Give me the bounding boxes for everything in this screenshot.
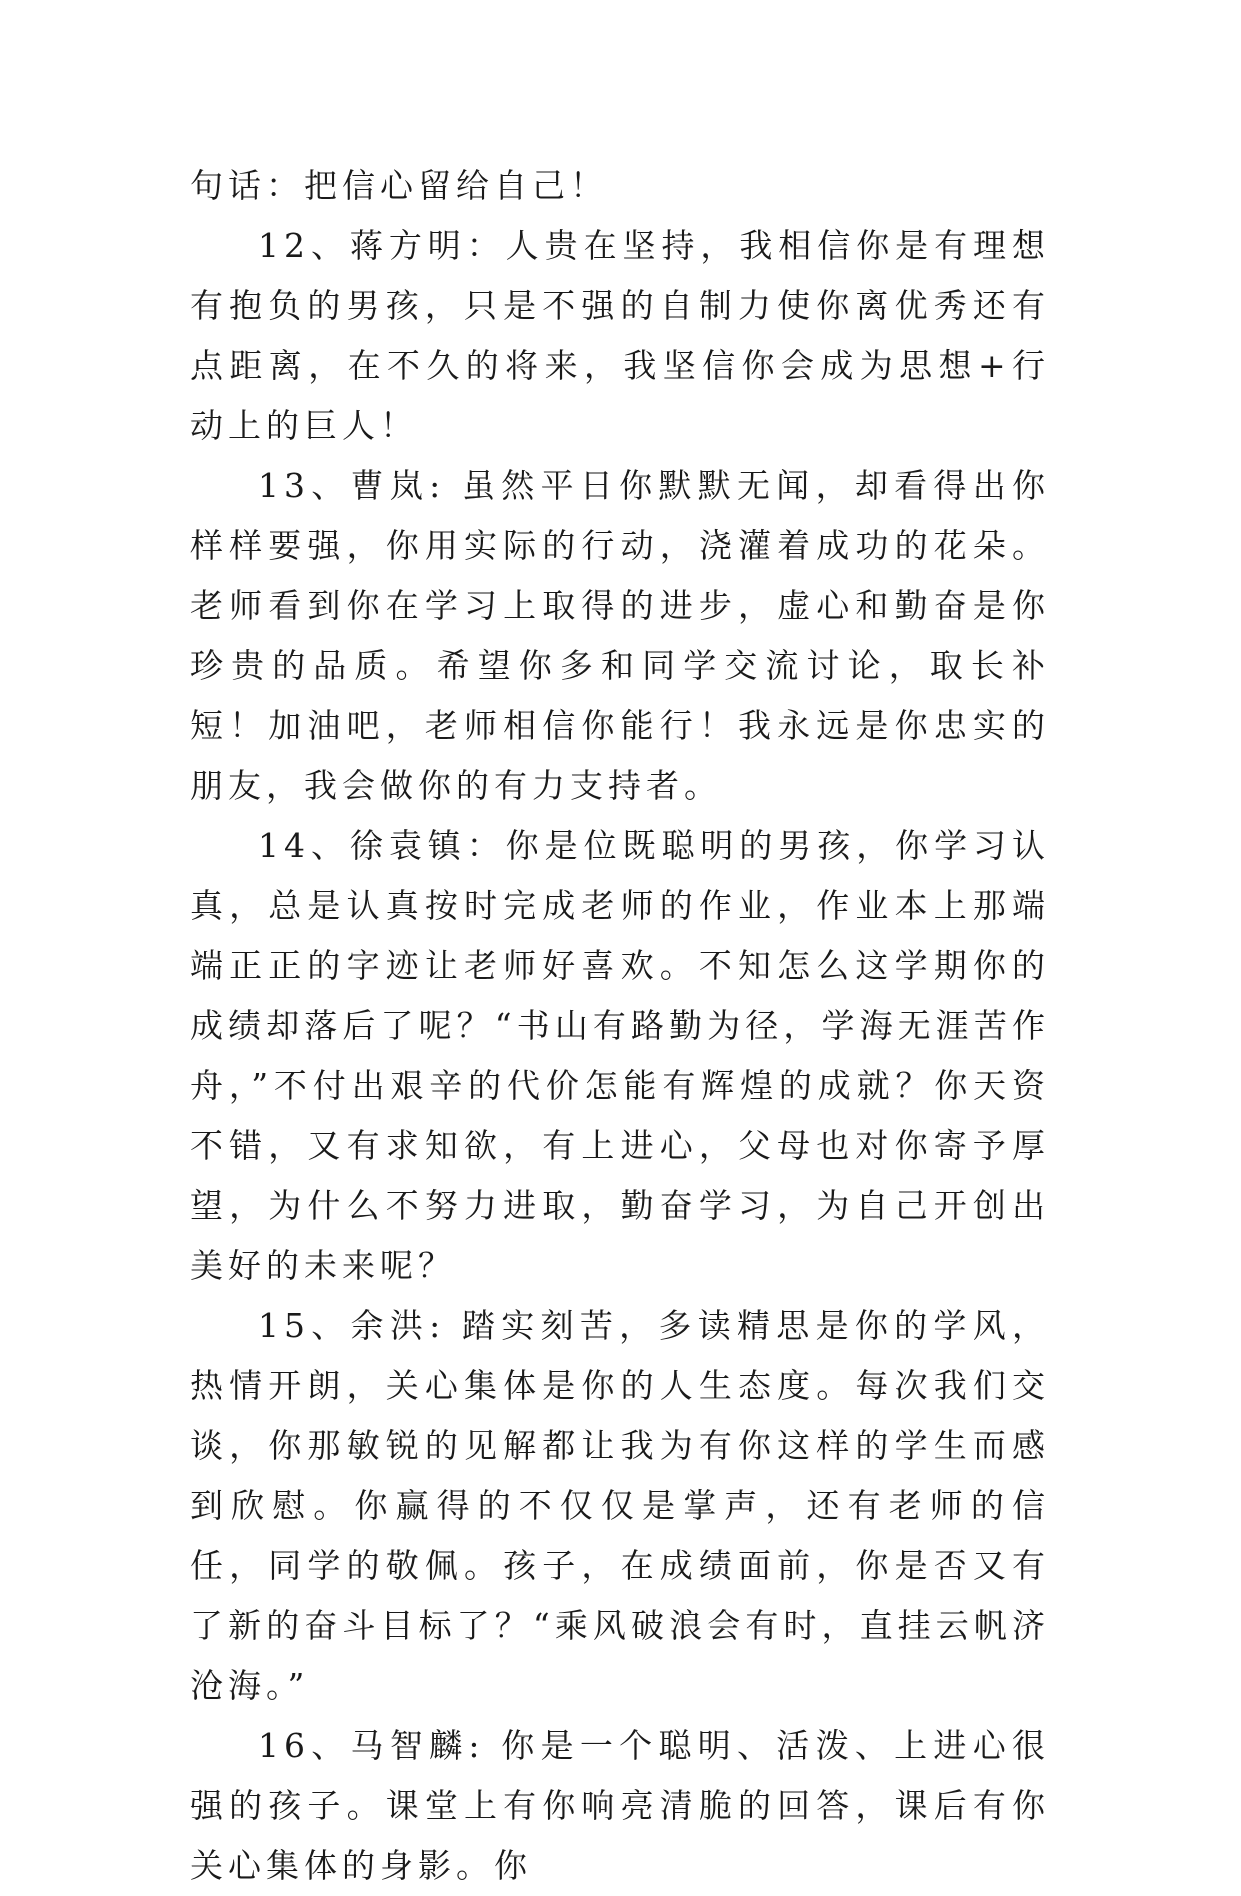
- paragraph-comment-12: 12、蒋方明：人贵在坚持，我相信你是有理想有抱负的男孩，只是不强的自制力使你离优秀还有点距离，在不久的将来，我坚信你会成为思想+行动上的巨人！: [190, 226, 1050, 445]
- document-body: [190, 156, 1050, 1896]
- paragraph-comment-14: 14、徐袁镇：你是位既聪明的男孩，你学习认真，总是认真按时完成老师的作业，作业本上那端端正正的字迹让老师好喜欢。不知怎么这学期你的成绩却落后了呢？“书山有路勤为径，学海无涯苦作舟，”不付出艰辛的代价怎能有辉煌的成就？你天资不错，又有求知欲，有上进心，父母也对你寄予厚望，为什么不努力进取，勤奋学习，为自己开创出美好的未来呢？: [190, 826, 1050, 1285]
- paragraph-comment-13: 13、曹岚: 虽然平日你默默无闻，却看得出你样样要强，你用实际的行动，浇灌着成功的花朵。老师看到你在学习上取得的进步，虚心和勤奋是你珍贵的品质。希望你多和同学交流讨论，取长补短！加油吧，老师相信你能行！我永远是你忠实的朋友，我会做你的有力支持者。: [190, 466, 1050, 805]
- paragraph-comment-16: 16、马智麟: 你是一个聪明、活泼、上进心很强的孩子。课堂上有你响亮清脆的回答，课后有你关心集体的身影。你: [190, 1726, 1050, 1885]
- paragraph-comment-15: 15、余洪: 踏实刻苦，多读精思是你的学风，热情开朗，关心集体是你的人生态度。每次我们交谈，你那敏锐的见解都让我为有你这样的学生而感到欣慰。你赢得的不仅仅是掌声，还有老师的信任，同学的敬佩。孩子，在成绩面前，你是否又有了新的奋斗目标了？“乘风破浪会有时，直挂云帆济沧海。”: [190, 1306, 1050, 1705]
- paragraph-continuation: 句话：把信心留给自己！: [190, 166, 608, 205]
